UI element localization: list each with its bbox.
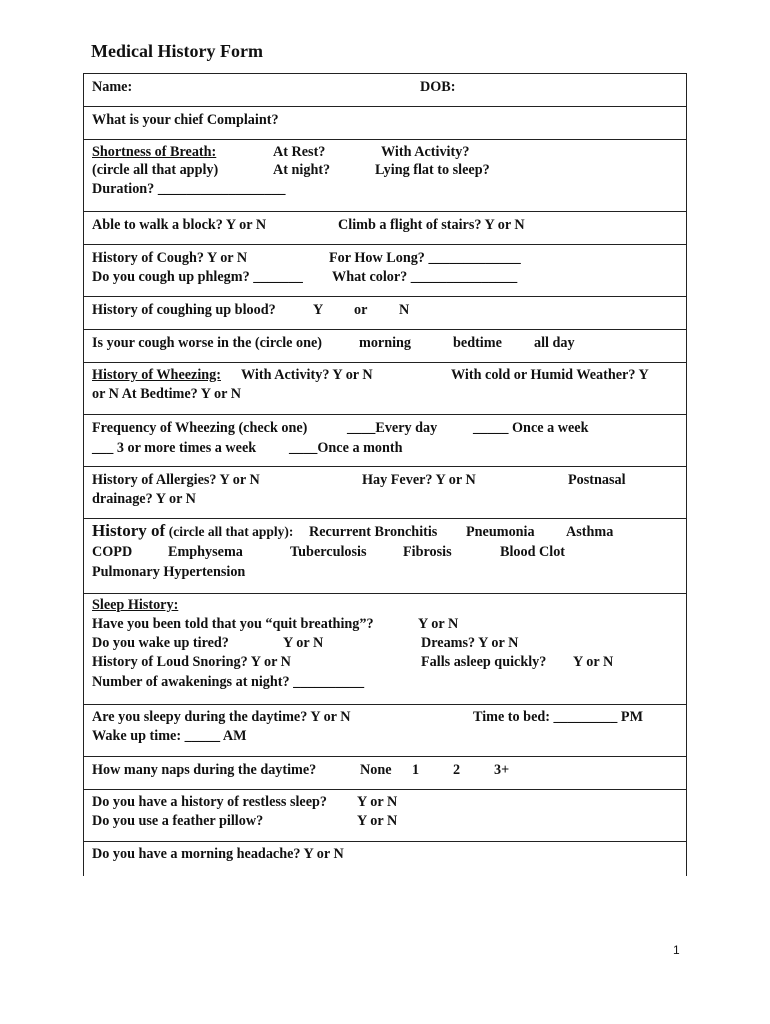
drainage-question: drainage? Y or N	[92, 491, 196, 507]
naps-two: 2	[453, 762, 461, 778]
hay-fever-question: Hay Fever? Y or N	[362, 472, 476, 488]
condition-pneumonia: Pneumonia	[466, 524, 535, 540]
naps-three-plus: 3+	[494, 762, 510, 778]
sleep-wake-tired-question: Do you wake up tired?	[92, 635, 229, 651]
time-to-bed-field: Time to bed: _________ PM	[473, 709, 643, 725]
sob-at-rest: At Rest?	[273, 144, 326, 160]
wheeze-3-or-more: ___ 3 or more times a week	[92, 440, 257, 456]
cough-blood-or: or	[354, 302, 368, 318]
climb-stairs-question: Climb a flight of stairs? Y or N	[338, 217, 525, 233]
row-history-of-conditions	[83, 519, 687, 594]
daytime-sleepy-question: Are you sleepy during the daytime? Y or N	[92, 709, 351, 725]
condition-asthma: Asthma	[566, 524, 614, 540]
morning-headache-question: Do you have a morning headache? Y or N	[92, 846, 344, 862]
chief-complaint-label: What is your chief Complaint?	[92, 112, 279, 128]
name-label: Name:	[92, 79, 133, 95]
sleep-quit-breathing-yn: Y or N	[418, 616, 459, 632]
wake-up-time-field: Wake up time: _____ AM	[92, 728, 247, 744]
condition-blood-clot: Blood Clot	[500, 544, 566, 560]
cough-worse-question: Is your cough worse in the (circle one)	[92, 335, 322, 351]
sleep-falls-asleep-question: Falls asleep quickly?	[421, 654, 547, 670]
cough-worse-bedtime: bedtime	[453, 335, 502, 351]
sleep-history-heading: Sleep History:	[92, 597, 179, 613]
wheeze-frequency-label: Frequency of Wheezing (check one)	[92, 420, 308, 436]
row-cough-worse	[83, 330, 687, 363]
cough-how-long: For How Long? _____________	[329, 250, 521, 266]
walk-block-question: Able to walk a block? Y or N	[92, 217, 267, 233]
row-naps	[83, 757, 687, 790]
cough-worse-morning: morning	[359, 335, 412, 351]
wheeze-heading: History of Wheezing:	[92, 367, 221, 383]
sob-with-activity: With Activity?	[381, 144, 470, 160]
sob-at-night: At night?	[273, 162, 331, 178]
naps-one: 1	[412, 762, 420, 778]
feather-pillow-yn: Y or N	[357, 813, 398, 829]
row-cough-blood	[83, 297, 687, 330]
naps-none: None	[360, 762, 392, 778]
sleep-snoring-question: History of Loud Snoring? Y or N	[92, 654, 291, 670]
cough-color-question: What color? _______________	[332, 269, 518, 285]
condition-fibrosis: Fibrosis	[403, 544, 452, 560]
wheeze-with-activity: With Activity? Y or N	[241, 367, 373, 383]
cough-history-question: History of Cough? Y or N	[92, 250, 248, 266]
row-chief-complaint	[83, 107, 687, 140]
wheeze-every-day: ____Every day	[347, 420, 438, 436]
postnasal-label: Postnasal	[568, 472, 626, 488]
wheeze-cold-humid: With cold or Humid Weather? Y	[451, 367, 649, 383]
wheeze-once-a-month: ____Once a month	[289, 440, 403, 456]
restless-sleep-question: Do you have a history of restless sleep?	[92, 794, 328, 810]
row-sleep-history	[83, 594, 687, 705]
condition-copd: COPD	[92, 544, 133, 560]
condition-tuberculosis: Tuberculosis	[290, 544, 367, 560]
row-cough	[83, 245, 687, 297]
dob-label: DOB:	[420, 79, 456, 95]
sob-duration: Duration? __________________	[92, 181, 286, 197]
row-wheezing	[83, 363, 687, 415]
page-number: 1	[673, 943, 680, 957]
sleep-wake-tired-yn: Y or N	[283, 635, 324, 651]
cough-blood-yes: Y	[313, 302, 324, 318]
wheeze-bedtime-line: or N At Bedtime? Y or N	[92, 386, 241, 402]
cough-phlegm-question: Do you cough up phlegm? _______	[92, 269, 303, 285]
condition-pulmonary-hypertension: Pulmonary Hypertension	[92, 564, 246, 580]
sob-instruction: (circle all that apply)	[92, 162, 219, 178]
sleep-falls-asleep-yn: Y or N	[573, 654, 614, 670]
history-of-label	[92, 522, 293, 541]
cough-blood-no: N	[399, 302, 410, 318]
cough-blood-question: History of coughing up blood?	[92, 302, 276, 318]
sleep-dreams-question: Dreams? Y or N	[421, 635, 519, 651]
condition-recurrent-bronchitis: Recurrent Bronchitis	[309, 524, 438, 540]
allergies-question: History of Allergies? Y or N	[92, 472, 260, 488]
sleep-quit-breathing-question: Have you been told that you “quit breathing”?	[92, 616, 374, 632]
row-allergies	[83, 467, 687, 519]
naps-question: How many naps during the daytime?	[92, 762, 317, 778]
medical-history-table	[83, 73, 687, 876]
row-restless-sleep	[83, 790, 687, 842]
history-of-big-text: History of	[92, 521, 166, 540]
condition-emphysema: Emphysema	[168, 544, 243, 560]
row-daytime-sleepiness	[83, 705, 687, 757]
restless-sleep-yn: Y or N	[357, 794, 398, 810]
row-name-dob	[83, 74, 687, 107]
row-morning-headache	[83, 842, 687, 876]
row-shortness-of-breath	[83, 140, 687, 212]
sob-heading: Shortness of Breath:	[92, 144, 217, 160]
history-of-instruction: (circle all that apply):	[168, 524, 294, 539]
wheeze-once-a-week: _____ Once a week	[473, 420, 589, 436]
cough-worse-all-day: all day	[534, 335, 575, 351]
feather-pillow-question: Do you use a feather pillow?	[92, 813, 264, 829]
row-walk-climb	[83, 212, 687, 245]
sob-lying-flat: Lying flat to sleep?	[375, 162, 490, 178]
form-title: Medical History Form	[91, 41, 263, 61]
sleep-awakenings-question: Number of awakenings at night? __________	[92, 674, 365, 690]
row-wheezing-frequency	[83, 415, 687, 467]
